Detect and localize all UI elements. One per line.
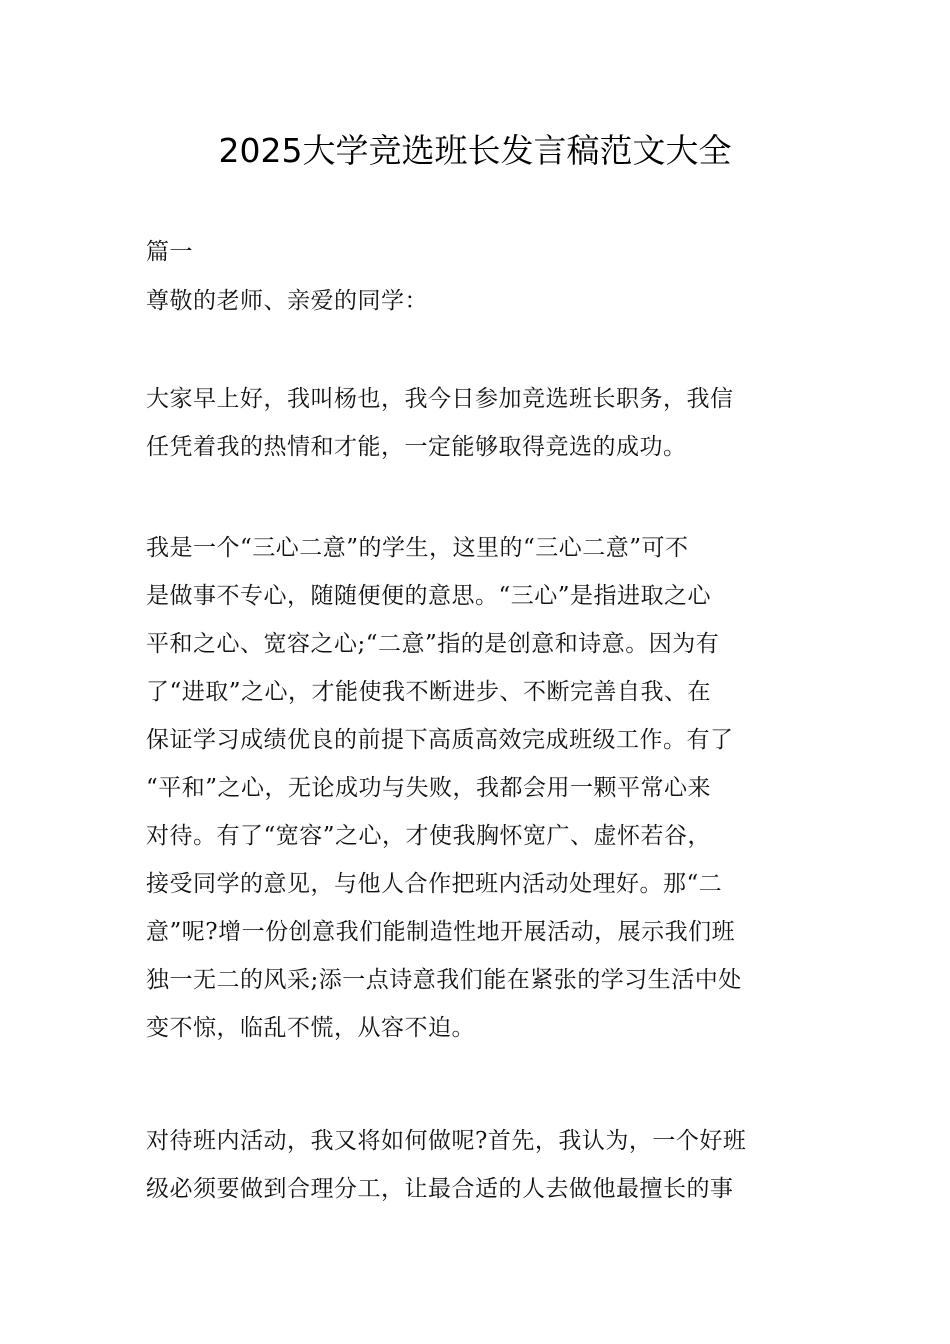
paragraph-line: 对待。有了“宽容”之心，才使我胸怀宽广、虚怀若谷， xyxy=(146,823,712,849)
paragraph-line: 变不惊，临乱不慌，从容不迫。 xyxy=(146,1015,475,1041)
paragraph-line: 意”呢?增一份创意我们能制造性地开展活动，展示我们班 xyxy=(146,919,736,945)
paragraph-line: 对待班内活动，我又将如何做呢?首先，我认为，一个好班 xyxy=(146,1128,747,1154)
paragraph-line: “平和”之心，无论成功与失败，我都会用一颗平常心来 xyxy=(146,775,712,801)
paragraph-line: 大家早上好，我叫杨也，我今日参加竞选班长职务，我信 xyxy=(146,386,734,412)
paragraph-line: 是做事不专心，随随便便的意思。“三心”是指进取之心 xyxy=(146,583,712,609)
document-title: 2025大学竞选班长发言稿范文大全 xyxy=(218,131,732,170)
paragraph-3 xyxy=(146,1117,808,1213)
paragraph-line: 了“进取”之心，才能使我不断进步、不断完善自我、在 xyxy=(146,679,712,705)
paragraph-line: 保证学习成绩优良的前提下高质高效完成班级工作。有了 xyxy=(146,727,734,753)
paragraph-line: 级必须要做到合理分工，让最合适的人去做他最擅长的事 xyxy=(146,1176,734,1202)
paragraph-line: 平和之心、宽容之心;“二意”指的是创意和诗意。因为有 xyxy=(146,631,720,657)
paragraph-1 xyxy=(146,375,808,471)
paragraph-line: 接受同学的意见，与他人合作把班内活动处理好。那“二 xyxy=(146,871,723,897)
paragraph-line: 我是一个“三心二意”的学生，这里的“三心二意”可不 xyxy=(146,535,689,561)
paragraph-2 xyxy=(146,524,808,1052)
salutation: 尊敬的老师、亲爱的同学： xyxy=(146,288,428,314)
paragraph-line: 任凭着我的热情和才能，一定能够取得竞选的成功。 xyxy=(146,434,687,460)
paragraph-line: 独一无二的风采;添一点诗意我们能在紧张的学习生活中处 xyxy=(146,967,742,993)
section-label: 篇一 xyxy=(146,239,193,265)
